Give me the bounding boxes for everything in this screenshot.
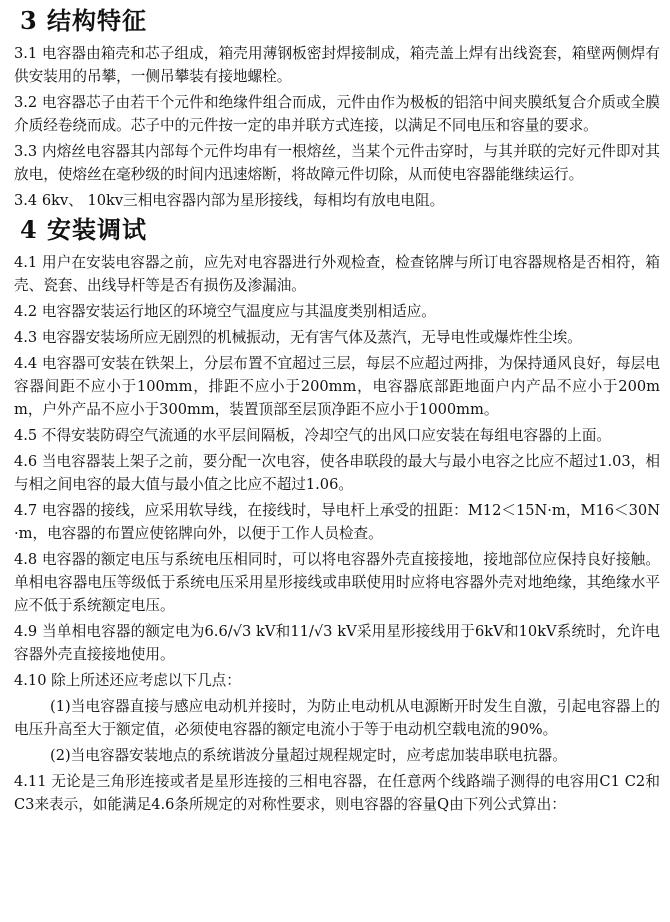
paragraph-4-7: 4.7 电容器的接线，应采用软导线，在接线时，导电杆上承受的扭距：M12＜15N·m，M16＜30N·m，电容器的布置应使铭牌向外，以便于工作人员检查。	[14, 502, 660, 542]
paragraph-3-3: 3.3 内熔丝电容器其内部每个元件均串有一根熔丝，当某个元件击穿时，与其并联的完好元件即对其放电，使熔丝在毫秒级的时间内迅速熔断，将故障元件切除，从而使电容器能继续运行。	[14, 143, 660, 183]
paragraph-4-2: 4.2 电容器安装运行地区的环境空气温度应与其温度类别相适应。	[14, 303, 436, 320]
paragraph-4-10-item-1: (1)当电容器直接与感应电动机并接时，为防止电动机从电源断开时发生自激，引起电容器上的电压升高至大于额定值，必须使电容器的额定电流小于等于电动机空载电流的90%。	[14, 698, 660, 738]
paragraph-4-10: 4.10 除上所述还应考虑以下几点：	[14, 672, 241, 689]
paragraph-4-9: 4.9 当单相电容器的额定电为6.6/√3 kV和11/√3 kV采用星形接线用于6kV和10kV系统时，允许电容器外壳直接接地使用。	[14, 623, 660, 663]
section-heading-3: 3 结构特征	[20, 6, 148, 35]
paragraph-4-8: 4.8 电容器的额定电压与系统电压相同时，可以将电容器外壳直接接地，接地部位应保持良好接触。单相电容器电压等级低于系统电压采用星形接线或串联使用时应将电容器外壳对地绝缘，其绝缘水平应不低于系统额定电压。	[14, 551, 660, 614]
paragraph-4-5: 4.5 不得安装防碍空气流通的水平层间隔板，冷却空气的出风口应安装在每组电容器的上面。	[14, 427, 612, 444]
paragraph-4-10-item-2: (2)当电容器安装地点的系统谐波分量超过规程规定时，应考虑加装串联电抗器。	[50, 747, 567, 764]
paragraph-3-2: 3.2 电容器芯子由若干个元件和绝缘件组合而成，元件由作为极板的铝箔中间夹膜纸复合介质或全膜介质经卷绕而成。芯子中的元件按一定的串并联方式连接，以满足不同电压和容量的要求。	[14, 94, 660, 134]
paragraph-4-3: 4.3 电容器安装场所应无剧烈的机械振动，无有害气体及蒸汽，无导电性或爆炸性尘埃。	[14, 329, 582, 346]
section-heading-4: 4 安装调试	[20, 215, 148, 244]
paragraph-4-11: 4.11 无论是三角形连接或者是星形连接的三相电容器，在任意两个线路端子测得的电容用C1 C2和C3来表示，如能满足4.6条所规定的对称性要求，则电容器的容量Q由下列公式算出：	[14, 773, 660, 813]
paragraph-3-4: 3.4 6kv、 10kv三相电容器内部为星形接线，每相均有放电电阻。	[14, 192, 445, 209]
paragraph-4-6: 4.6 当电容器装上架子之前，要分配一次电容，使各串联段的最大与最小电容之比应不超过1.03，相与相之间电容的最大值与最小值之比应不超过1.06。	[14, 453, 660, 493]
paragraph-4-1: 4.1 用户在安装电容器之前，应先对电容器进行外观检查，检查铭牌与所订电容器规格是否相符，箱壳、瓷套、出线导杆等是否有损伤及渗漏油。	[14, 254, 660, 294]
paragraph-4-4: 4.4 电容器可安装在铁架上，分层布置不宜超过三层，每层不应超过两排，为保持通风良好，每层电容器间距不应小于100mm，排距不应小于200mm，电容器底部距地面户内产品不应小于200mm，户外产品不应小于300mm，装置顶部至层顶净距不应小于1000mm。	[14, 355, 660, 418]
paragraph-3-1: 3.1 电容器由箱壳和芯子组成，箱壳用薄钢板密封焊接制成，箱壳盖上焊有出线瓷套，箱壁两侧焊有供安装用的吊攀，一侧吊攀装有接地螺栓。	[14, 45, 660, 85]
